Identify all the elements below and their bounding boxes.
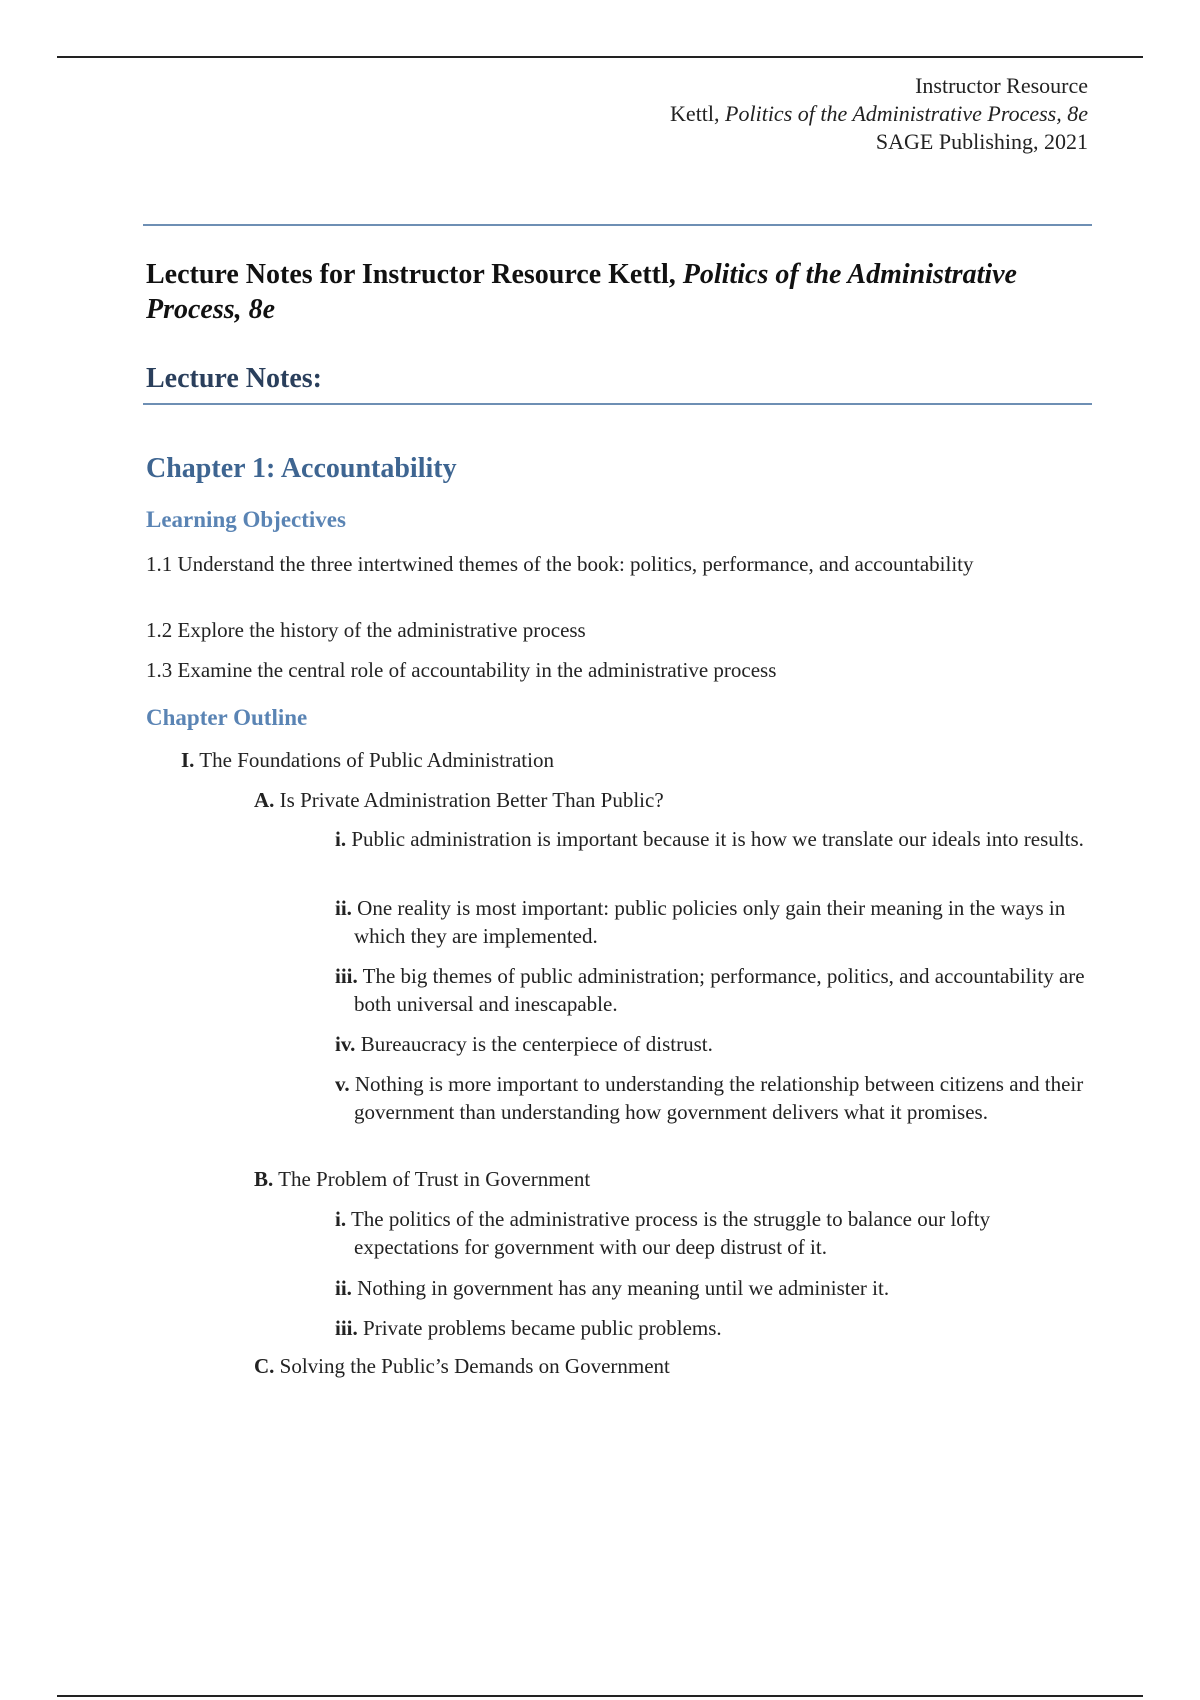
header-book-title: Politics of the Administrative Process, 8e bbox=[725, 101, 1088, 126]
outline-level2-item bbox=[254, 1352, 670, 1380]
outline-text: Nothing is more important to understanding the relationship between citizens and their government than understanding how government delivers what it promises. bbox=[349, 1072, 1084, 1124]
outline-text: One reality is most important: public policies only gain their meaning in the ways in which they are implemented. bbox=[351, 896, 1066, 948]
objective-item: 1.3 Examine the central role of accountability in the administrative process bbox=[146, 658, 777, 682]
page-top-rule bbox=[57, 56, 1143, 58]
outline-level3-item bbox=[335, 1314, 1095, 1342]
outline-marker: C. bbox=[254, 1354, 275, 1378]
outline-text: The big themes of public administration; performance, politics, and accountability are both universal and inescapable. bbox=[354, 964, 1085, 1016]
outline-text: Bureaucracy is the centerpiece of distrust. bbox=[355, 1032, 713, 1056]
outline-text: The politics of the administrative process is the struggle to balance our lofty expectations for government with our deep distrust of it. bbox=[346, 1207, 991, 1259]
outline-marker: iii. bbox=[335, 1316, 358, 1340]
lecture-notes-heading: Lecture Notes: bbox=[146, 363, 322, 394]
outline-level3-item bbox=[335, 825, 1095, 853]
lecture-notes-rule bbox=[143, 403, 1092, 405]
chapter-heading: Chapter 1: Accountability bbox=[146, 453, 457, 484]
document-title bbox=[146, 257, 1046, 327]
outline-marker: ii. bbox=[335, 1276, 352, 1300]
outline-text: Is Private Administration Better Than Public? bbox=[274, 788, 664, 812]
outline-level3-item bbox=[335, 1205, 1095, 1261]
header-line-resource: Instructor Resource bbox=[915, 73, 1088, 98]
objective-item: 1.2 Explore the history of the administrative process bbox=[146, 618, 586, 642]
running-header bbox=[670, 72, 1088, 156]
outline-level3-item bbox=[335, 894, 1095, 950]
outline-level3-item bbox=[335, 1274, 1095, 1302]
chapter-outline-heading: Chapter Outline bbox=[146, 705, 308, 730]
title-top-rule bbox=[143, 224, 1092, 226]
outline-marker: ii. bbox=[335, 896, 352, 920]
page-bottom-rule bbox=[57, 1695, 1143, 1697]
outline-level2-item bbox=[254, 786, 664, 814]
outline-marker: B. bbox=[254, 1167, 274, 1191]
outline-level3-item bbox=[335, 1030, 1095, 1058]
outline-text: Nothing in government has any meaning until we administer it. bbox=[351, 1276, 890, 1300]
outline-marker: i. bbox=[335, 1207, 347, 1231]
outline-text: The Foundations of Public Administration bbox=[194, 748, 554, 772]
outline-marker: iii. bbox=[335, 964, 358, 988]
header-line-publisher: SAGE Publishing, 2021 bbox=[875, 129, 1088, 154]
outline-marker: A. bbox=[254, 788, 275, 812]
outline-text: Solving the Public’s Demands on Government bbox=[274, 1354, 670, 1378]
header-line-book bbox=[670, 100, 1088, 128]
learning-objectives-heading: Learning Objectives bbox=[146, 507, 346, 532]
document-title-book: Politics of the Administrative Process, 8e bbox=[146, 259, 1017, 325]
outline-marker: v. bbox=[335, 1072, 350, 1096]
outline-level3-item bbox=[335, 1070, 1095, 1126]
outline-marker: i. bbox=[335, 827, 347, 851]
outline-marker: I. bbox=[181, 748, 195, 772]
objective-item: 1.1 Understand the three intertwined themes of the book: politics, performance, and accountability bbox=[146, 552, 974, 576]
document-title-text: Lecture Notes for Instructor Resource Kettl, bbox=[146, 259, 683, 290]
outline-level3-item bbox=[335, 962, 1095, 1018]
outline-level1-item bbox=[181, 746, 554, 774]
header-author: Kettl, bbox=[670, 101, 726, 126]
outline-text: Public administration is important because it is how we translate our ideals into results. bbox=[346, 827, 1084, 851]
outline-marker: iv. bbox=[335, 1032, 356, 1056]
outline-level2-item bbox=[254, 1165, 590, 1193]
outline-text: The Problem of Trust in Government bbox=[273, 1167, 591, 1191]
outline-text: Private problems became public problems. bbox=[357, 1316, 722, 1340]
